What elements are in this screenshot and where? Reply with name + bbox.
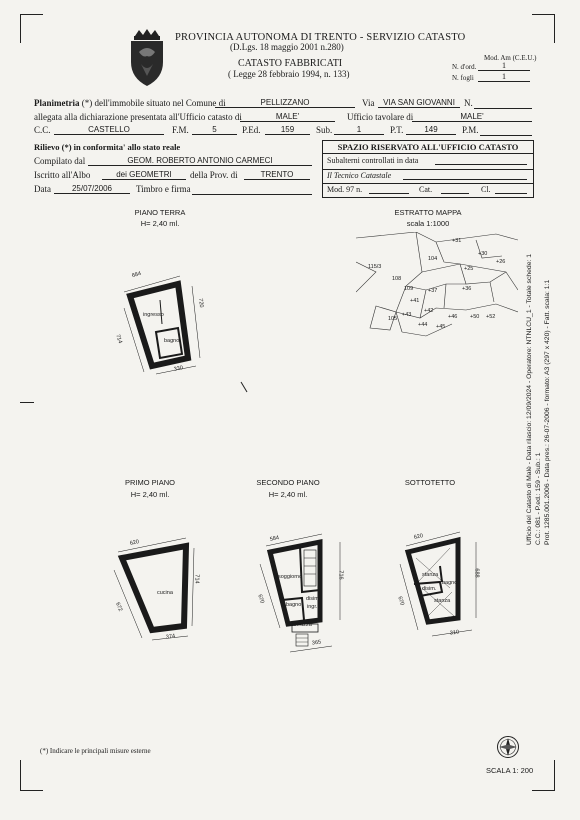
fm-value: 5	[192, 125, 237, 135]
piano-terra-title: PIANO TERRA	[134, 208, 186, 217]
room-label-bagno: bagno	[286, 602, 302, 608]
room-label-stanza: stanza	[434, 598, 451, 604]
primo-piano-title: PRIMO PIANO	[124, 478, 175, 487]
cl-label: Cl.	[481, 185, 491, 194]
document-title: PROVINCIA AUTONOMA DI TRENTO - SERVIZIO CATASTO	[175, 32, 466, 43]
data-value: 25/07/2006	[54, 184, 130, 194]
section-title: CATASTO FABBRICATI	[238, 58, 343, 69]
cat-label: Cat.	[419, 185, 433, 194]
cl-field	[495, 193, 527, 194]
cc-value: CASTELLO	[54, 125, 164, 135]
mod97-field	[369, 193, 409, 194]
allegata-text: allegata alla dichiarazione presentata all'Ufficio catasto di	[34, 112, 242, 122]
dimension-label: 714	[193, 574, 200, 584]
parcel-number: +44	[418, 322, 428, 328]
room-label-ingresso: ingr.	[307, 604, 318, 610]
estratto-mappa-title: ESTRATTO MAPPA	[394, 208, 462, 217]
dimension-label: 672	[114, 601, 124, 613]
secondo-piano-height: H= 2,40 ml.	[268, 490, 308, 499]
coat-of-arms-emblem	[127, 28, 167, 88]
side-info-line1: Ufficio del Catasto di Malè - Data rilascio: 12/09/2024 - Operatore: NTNLCU_1 - Totale schede: 1	[526, 253, 533, 545]
parcel-number: +26	[496, 259, 506, 265]
pt-label: P.T.	[390, 125, 404, 135]
planimetria-label: Planimetria	[34, 98, 80, 108]
dimension-label: 716	[337, 570, 344, 580]
primo-piano-height: H= 2,40 ml.	[130, 490, 170, 499]
pt-value: 149	[406, 125, 456, 135]
planimetria-row	[34, 98, 226, 108]
dimension-label: 330	[173, 365, 184, 373]
parcel-number: +46	[448, 314, 458, 320]
reserved-office-box	[322, 140, 534, 198]
dimension-label: 670	[256, 593, 265, 605]
ufficio-tavolare-value: MALE'	[412, 112, 532, 122]
albo-value: dei GEOMETRI	[102, 170, 186, 180]
dimension-label: 670	[396, 595, 405, 607]
civic-number-field	[474, 98, 532, 109]
estratto-mappa-scale: scala 1:1000	[406, 219, 450, 228]
mod97-label: Mod. 97 n.	[327, 185, 363, 194]
pm-field	[480, 125, 532, 136]
parcel-number: +36	[462, 286, 472, 292]
dimension-label: 720	[197, 298, 205, 308]
ufficio-value: MALE'	[240, 112, 335, 122]
room-label-ingresso: ingresso	[143, 312, 164, 318]
parcel-number: 109	[404, 286, 414, 292]
crop-mark-bottom-left	[20, 760, 43, 791]
parcel-number: 104	[428, 256, 438, 262]
pm-label: P.M.	[462, 125, 479, 135]
fm-label: F.M.	[172, 125, 189, 135]
footer-note: (*) Indicare le principali misure esterne	[40, 747, 151, 755]
room-label-bagno: bagno	[164, 338, 180, 344]
side-info-line2: C.C.: 081 - P.ed.: 159 - Sub.: 1	[535, 452, 542, 545]
data-label: Data	[34, 184, 51, 194]
secondo-piano-title: SECONDO PIANO	[256, 478, 320, 487]
order-number-label: N. d'ord.	[452, 63, 477, 71]
rilievo-title: Rilievo (*) in conformita' allo stato reale	[34, 142, 181, 152]
tecnico-label: Il Tecnico Catastale	[327, 171, 392, 180]
parcel-number: +30	[478, 251, 488, 257]
dimension-label: 620	[129, 539, 140, 547]
ped-label: P.Ed.	[242, 125, 261, 135]
parcel-number: +25	[464, 266, 474, 272]
parcel-number: +50	[470, 314, 480, 320]
reserved-office-title: SPAZIO RISERVATO ALL'UFFICIO CATASTO	[323, 141, 533, 154]
law-reference: ( Legge 28 febbraio 1994, n. 133)	[228, 69, 350, 79]
scan-mark	[240, 380, 248, 392]
scale-label: SCALA 1: 200	[486, 766, 534, 775]
parcel-number: 115/3	[368, 264, 382, 270]
tecnico-field	[403, 179, 527, 180]
ufficio-tavolare-label: Ufficio tavolare di	[347, 112, 414, 122]
dimension-label: 688	[473, 568, 480, 578]
subalterni-field	[435, 164, 527, 165]
civic-number-label: N.	[464, 98, 473, 108]
order-number-value: 1	[478, 61, 530, 71]
north-arrow-icon	[496, 735, 520, 759]
dimension-label: 620	[413, 533, 424, 541]
timbro-label: Timbro e firma	[136, 184, 191, 194]
parcel-number: +37	[428, 288, 438, 294]
room-label-disimpegno: disim.	[306, 596, 321, 602]
room-label-bagno: bagno	[442, 580, 458, 586]
timbro-field	[192, 184, 312, 195]
comune-value: PELLIZZANO	[215, 98, 355, 108]
side-info-line3: Prot. 1285.001.2006 - Data pres.: 26-07-2006 - formato: A3 (297 x 420) - Fatt. scala: 1:1	[544, 279, 551, 545]
piano-terra-plan	[100, 262, 230, 382]
room-label-stanza: stanza	[422, 572, 439, 578]
iscritto-label: Iscritto all'Albo	[34, 170, 91, 180]
parcel-number: +41	[410, 298, 420, 304]
sottotetto-title: SOTTOTETTO	[404, 478, 456, 487]
room-label-cucina: cucina	[157, 590, 173, 596]
dimension-label: 365	[311, 639, 322, 647]
ped-value: 159	[265, 125, 310, 135]
parcel-number: 105	[388, 316, 398, 322]
sottotetto-plan	[392, 526, 502, 646]
planimetria-text: (*) dell'immobile situato nel Comune di	[81, 98, 226, 108]
sub-label: Sub.	[316, 125, 333, 135]
compilato-value: GEOM. ROBERTO ANTONIO CARMECI	[88, 156, 312, 166]
provincia-value: TRENTO	[244, 170, 310, 180]
compilato-label: Compilato dal	[34, 156, 86, 166]
parcel-number: +45	[436, 324, 446, 330]
provincia-label: della Prov. di	[190, 170, 238, 180]
crop-mark-bottom-right	[532, 760, 555, 791]
fold-mark	[20, 402, 34, 403]
room-label-terrazza: terrazza	[292, 622, 312, 628]
piano-terra-height: H= 2,40 ml.	[140, 219, 180, 228]
parcel-number: 108	[392, 276, 402, 282]
subalterni-label: Subalterni controllati in data	[327, 156, 419, 165]
dimension-label: 714	[114, 333, 123, 345]
parcel-number: +52	[486, 314, 496, 320]
cc-label: C.C.	[34, 125, 51, 135]
via-value: VIA SAN GIOVANNI	[378, 98, 460, 108]
crop-mark-top-left	[20, 14, 43, 43]
dimension-label: 584	[269, 535, 280, 543]
dimension-label: 310	[449, 629, 460, 637]
dimension-label: 374	[165, 633, 176, 641]
sheet-count-value: 1	[478, 72, 530, 82]
dimension-label: 684	[131, 270, 142, 280]
parcel-number: +31	[452, 238, 462, 244]
sheet-count-label: N. fogli	[452, 74, 474, 82]
room-label-soggiorno: soggiorno	[278, 574, 303, 580]
cat-field	[441, 193, 469, 194]
model-code: Mod. Am (C.E.U.)	[484, 54, 537, 62]
parcel-number: +42	[424, 308, 434, 314]
document-subtitle: (D.Lgs. 18 maggio 2001 n.280)	[230, 42, 344, 52]
room-label-disimpegno: disim.	[422, 586, 437, 592]
crop-mark-top-right	[532, 14, 555, 43]
secondo-piano-plan	[250, 528, 360, 658]
via-label: Via	[362, 98, 375, 108]
sub-value: 1	[334, 125, 384, 135]
parcel-number: +43	[402, 312, 412, 318]
